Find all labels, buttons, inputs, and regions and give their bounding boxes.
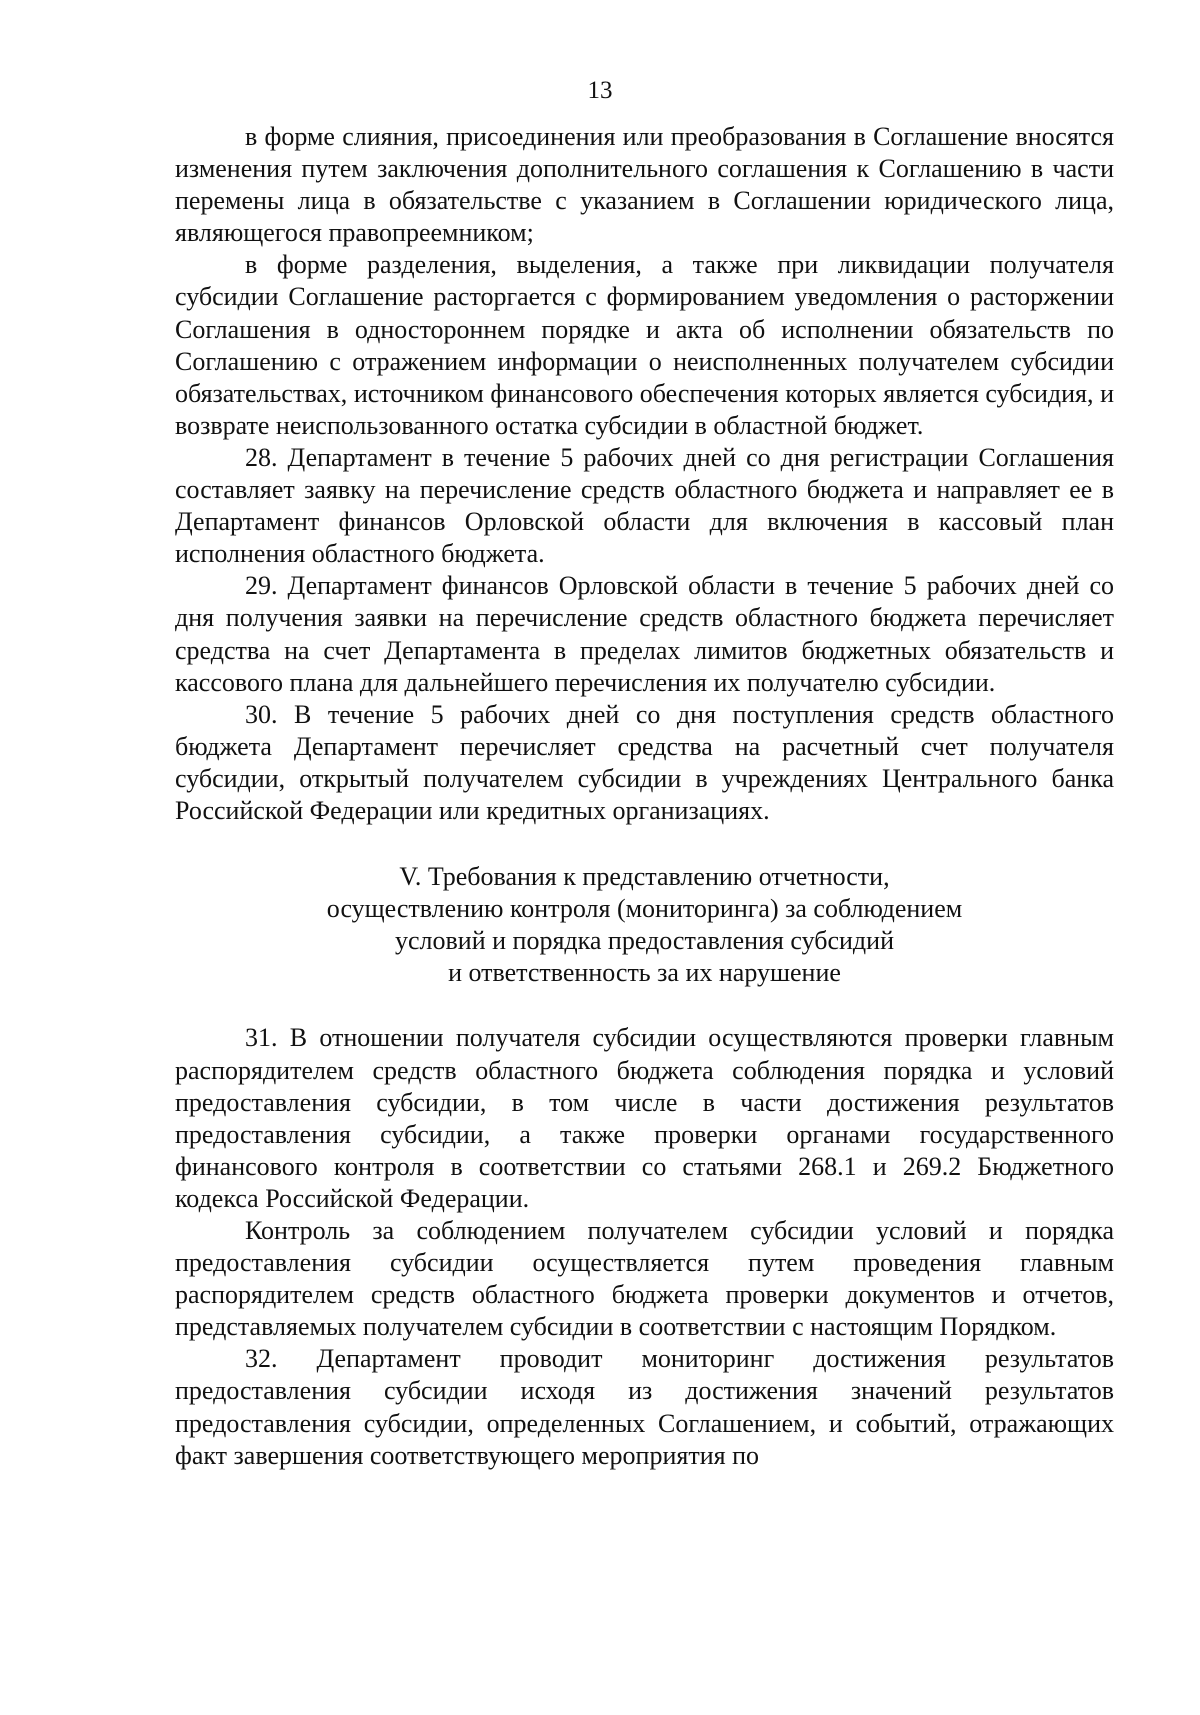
page-number: 13 — [587, 77, 613, 104]
paragraph-28: 28. Департамент в течение 5 рабочих дней со дня регистрации Соглашения составляет заявку на перечисление средств областного бюджета и направляет ее в Департамент финансов Орловской области для включения в кассовый план исполнения областного бюджета. — [175, 442, 1114, 569]
section-heading-line: и ответственность за их нарушение — [448, 958, 841, 988]
paragraph-division: в форме разделения, выделения, а также при ликвидации получателя субсидии Соглашение расторгается с формированием уведомления о расторжении Соглашения в одностороннем порядке и акта об исполнении обязательств по Соглашению с отражением информации о неисполненных получателем субсидии обязательствах, источником финансового обеспечения которых является субсидия, и возврате неиспользованного остатка субсидии в областной бюджет. — [175, 250, 1114, 440]
paragraph-30: 30. В течение 5 рабочих дней со дня поступления средств областного бюджета Департамент перечисляет средства на расчетный счет получателя субсидии, открытый получателем субсидии в учреждениях Центрального банка Российской Федерации или кредитных организациях. — [175, 699, 1114, 825]
paragraph-merger: в форме слияния, присоединения или преобразования в Соглашение вносятся изменения путем заключения дополнительного соглашения к Соглашению в части перемены лица в обязательстве с указанием в Соглашении юридического лица, являющегося правопреемником; — [175, 122, 1114, 248]
section-heading-line: V. Требования к представлению отчетности, — [399, 862, 890, 892]
section-heading-line: осуществлению контроля (мониторинга) за соблюдением — [326, 894, 963, 924]
section-heading — [175, 861, 1114, 989]
document-body — [175, 121, 1114, 1472]
paragraph-32: 32. Департамент проводит мониторинг достижения результатов предоставления субсидии исходя из достижения значений результатов предоставления субсидии, определенных Соглашением, и событий, отражающих факт завершения соответствующего мероприятия по — [175, 1344, 1114, 1470]
section-heading-line: условий и порядка предоставления субсидий — [395, 926, 894, 956]
paragraph-29: 29. Департамент финансов Орловской области в течение 5 рабочих дней со дня получения заявки на перечисление средств областного бюджета перечисляет средства на счет Департамента в пределах лимитов бюджетных обязательств и кассового плана для дальнейшего перечисления их получателю субсидии. — [175, 571, 1114, 697]
paragraph-31: 31. В отношении получателя субсидии осуществляются проверки главным распорядителем средств областного бюджета соблюдения порядка и условий предоставления субсидии, в том числе в части достижения результатов предоставления субсидии, а также проверки органами государственного финансового контроля в соответствии со статьями 268.1 и 269.2 Бюджетного кодекса Российской Федерации. — [175, 1023, 1114, 1213]
paragraph-control: Контроль за соблюдением получателем субсидии условий и порядка предоставления субсидии осуществляется путем проведения главным распорядителем средств областного бюджета проверки документов и отчетов, представляемых получателем субсидии в соответствии с настоящим Порядком. — [175, 1216, 1114, 1342]
